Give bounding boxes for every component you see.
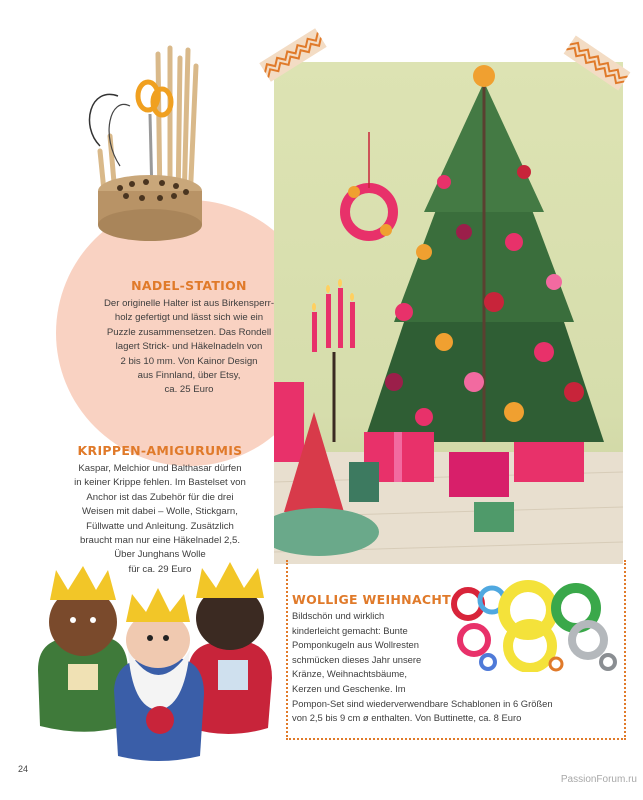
- king-left: [38, 566, 128, 732]
- page-number: 24: [18, 764, 29, 774]
- krippen-title: KRIPPEN-AMIGURUMIS: [77, 443, 243, 458]
- text-line: Puzzle zusammensetzen. Das Rondell: [106, 326, 272, 338]
- nadel-station-title: NADEL-STATION: [131, 278, 247, 293]
- wollige-weihnacht-body: [292, 609, 622, 726]
- text-line: Bildschön und wirklich: [292, 610, 385, 621]
- wollige-weihnacht-title: WOLLIGE WEIHNACHT: [292, 592, 451, 607]
- watermark: PassionForum.ru: [560, 774, 637, 785]
- text-line: Pomponkugeln aus Wollresten: [292, 639, 419, 651]
- christmas-tree-photo: [274, 62, 623, 564]
- text-line: Weisen mit dabei – Wolle, Stickgarn,: [82, 506, 238, 518]
- text-line: holz gefertigt und lässt sich wie ein: [114, 312, 264, 324]
- text-line: ca. 25 Euro: [164, 384, 214, 396]
- text-line: in keiner Krippe fehlen. Im Bastelset von: [74, 477, 246, 489]
- text-line: aus Finnland, über Etsy,: [137, 370, 241, 382]
- text-line: von 2,5 bis 9 cm ø enthalten. Von Buttinette, ca. 8 Euro: [292, 712, 522, 724]
- needle-holder-photo: [70, 36, 220, 256]
- christmas-tree-illustration: [274, 62, 623, 564]
- king-middle: [114, 588, 204, 761]
- text-line: Pompon-Set sind wiederverwendbare Schablonen in 6 Größen: [292, 697, 553, 709]
- text-line: Über Junghans Wolle: [114, 549, 206, 561]
- text-line: Kränze, Weihnachtsbäume,: [292, 668, 407, 680]
- text-line: schmücken dieses Jahr unsere: [292, 653, 422, 665]
- text-line: für ca. 29 Euro: [128, 563, 192, 575]
- amigurumi-kings-photo: [28, 560, 278, 765]
- text-line: Anchor ist das Zubehör für die drei: [86, 491, 234, 503]
- text-line: lagert Strick- und Häkelnadeln von: [115, 341, 263, 353]
- text-line: Der originelle Halter ist aus Birkensperr-: [103, 298, 275, 309]
- text-line: 2 bis 10 mm. Von Kainor Design: [120, 355, 258, 367]
- wollige-weihnacht-block: [292, 592, 622, 726]
- text-line: kinderleicht gemacht: Bunte: [292, 624, 408, 636]
- text-line: Kaspar, Melchior und Balthasar dürfen: [78, 463, 242, 474]
- text-line: Füllwatte und Anleitung. Zusätzlich: [86, 520, 234, 532]
- text-line: braucht man nur eine Häkelnadel 2,5.: [80, 535, 240, 547]
- text-line: Kerzen und Geschenke. Im: [292, 682, 406, 694]
- krippen-block: [54, 443, 266, 577]
